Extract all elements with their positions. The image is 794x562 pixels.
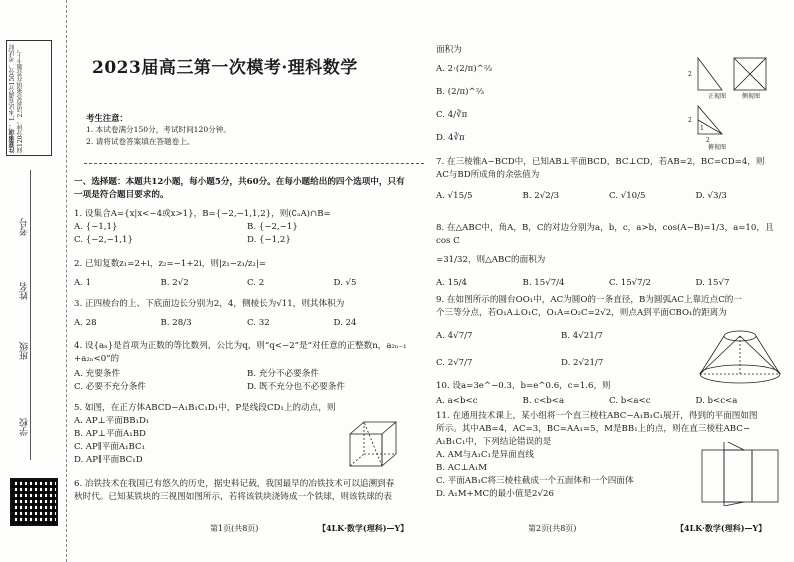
q1-stem: 1. 设集合A={x|x<−4或x>1}，B={−2,−1,1,2}，则(∁ₐA)∩B= [74, 209, 331, 219]
front-caption: 正视图 [708, 93, 727, 100]
q1-option-d: D. {−1,2} [247, 235, 291, 245]
q9-option-a: A. 4√7/7 [436, 331, 473, 341]
section-1-intro-line-2: 一项是符合题目要求的。 [74, 190, 169, 200]
top-caption: 俯视图 [708, 144, 727, 150]
q1-option-a: A. {−1,1} [74, 222, 118, 232]
q4-stem-2: +a₂ₙ<0”的 [74, 354, 120, 364]
side-notes-box [6, 40, 52, 156]
q9-option-d: D. 2√21/7 [561, 358, 604, 368]
fill-line [30, 170, 31, 460]
q8-stem-1: 8. 在△ABC中，角A，B，C的对边分别为a，b，c，a>b，cos(A−B)=1/3，a=10，且cos C [436, 223, 774, 246]
question-7 [436, 156, 782, 203]
right-page-number: 第2页(共8页) [528, 524, 577, 533]
q6-option-d: D. 4∛π [436, 133, 465, 143]
right-page-code: 【4LK·数学(理科)—Y】 [676, 523, 767, 533]
q3-option-b: B. 28/3 [160, 318, 192, 328]
q8-option-c: C. 15√7/2 [609, 278, 651, 288]
section-1-intro [74, 176, 420, 202]
side-caption: 侧视图 [742, 93, 761, 100]
q4-option-b: B. 充分不必要条件 [247, 369, 319, 379]
q3-option-a: A. 28 [74, 318, 97, 328]
q3-option-d: D. 24 [333, 318, 357, 328]
q5-option-a: A. AP⊥平面BB₁D₁ [74, 416, 150, 426]
q8-stem-2: =31/32，则△ABC的面积为 [436, 255, 546, 265]
q11-option-c: C. 平面AB₁C将三棱柱截成一个五面体和一个四面体 [436, 476, 634, 486]
q5-stem: 5. 如图，在正方体ABCD−A₁B₁C₁D₁中，P是线段CD₁上的动点，则 [74, 403, 336, 413]
q1-option-b: B. {−2,−1} [247, 222, 298, 232]
q5-option-b: B. AP⊥平面A₁BD [74, 429, 146, 439]
q4-stem-1: 4. 设{aₙ}是首项为正数的等比数列，公比为q，则“q<−2”是“对任意的正整数n，a₂ₙ₋₁ [74, 341, 407, 351]
q6-option-b: B. (2/π)^⅔ [436, 87, 485, 97]
q6-stem-2: 秋时代。已知某铁块的三视图如图所示，若将该铁块浇铸成一个铁球，则该铁球的表 [74, 492, 392, 502]
q10-option-c: C. b<a<c [609, 396, 651, 406]
q7-stem-2: AC与BD所成角的余弦值为 [436, 170, 540, 180]
q6-option-c: C. 4/∛π [436, 110, 468, 120]
exam-notes [86, 112, 416, 148]
q4-option-a: A. 充要条件 [74, 369, 121, 379]
q8-option-b: B. 15√7/4 [522, 278, 565, 288]
q7-option-b: B. 2√2/3 [522, 191, 560, 201]
question-2 [74, 258, 420, 290]
top-width-label: 2 [706, 137, 710, 144]
side-note-text: 1.本试卷满分150分，考试时间120分钟。2.请将答案填在答题卡上。 [9, 43, 24, 153]
q7-option-c: C. √10/5 [609, 191, 646, 201]
q10-option-b: B. c<b<a [522, 396, 565, 406]
q7-option-d: D. √3/3 [695, 191, 727, 201]
q6-continued-stem: 面积为 [436, 45, 462, 55]
question-3 [74, 298, 420, 330]
qr-code [10, 478, 58, 526]
side-note-title: 注意事项： [9, 123, 16, 153]
q10-stem: 10. 设a=3e^−0.3，b=e^0.6，c=1.6，则 [436, 381, 611, 391]
name-label: 姓名 [20, 282, 30, 300]
q1-option-c: C. {−2,−1,1} [74, 235, 133, 245]
q2-stem: 2. 已知复数z₁=2+i，z₂=−1+2i，则|z₁−z₁/z₂|= [74, 259, 266, 269]
q2-option-c: C. 2 [247, 278, 265, 288]
q11-stem-2: 所示。其中AB=4，AC=3，BC=AA₁=5，M是BB₁上的点，则在直三棱柱ABC− [436, 424, 751, 434]
q11-stem-3: A₁B₁C₁中，下列结论错误的是 [436, 437, 552, 447]
question-6 [74, 478, 420, 504]
q11-option-b: B. AC⊥A₁M [436, 463, 488, 473]
right-page [432, 0, 792, 562]
left-page [70, 0, 425, 562]
q9-option-c: C. 2√7/7 [436, 358, 473, 368]
q11-option-a: A. AM与A₁C₁是异面直线 [436, 450, 534, 460]
binding-sidebar [0, 0, 67, 562]
q9-option-b: B. 4√21/7 [561, 331, 604, 341]
frustum-figure [694, 326, 786, 386]
q2-option-d: D. √5 [333, 278, 357, 288]
notes-divider [84, 163, 424, 164]
q2-option-a: A. 1 [74, 278, 92, 288]
top-height-label: 2 [688, 117, 692, 124]
school-label: 学校 [20, 418, 30, 436]
front-view-shape [698, 58, 722, 90]
page-title: 2023届高三第一次模考·理科数学 [92, 58, 358, 78]
notes-line-1: 1. 本试卷满分150分，考试时间120分钟。 [86, 125, 231, 134]
q7-option-a: A. √15/5 [436, 191, 473, 201]
left-page-code: 【4LK·数学(理科)—Y】 [318, 523, 409, 533]
question-10 [436, 380, 782, 408]
q4-option-c: C. 必要不充分条件 [74, 382, 146, 392]
q6-option-a: A. 2·(2/π)^⅔ [436, 64, 493, 74]
q6-stem-1: 6. 冶铁技术在我国已有悠久的历史，据史料记载，我国最早的冶铁技术可以追溯到春 [74, 479, 395, 489]
cube-figure [342, 418, 404, 474]
q10-option-d: D. b<c<a [695, 396, 738, 406]
q5-option-c: C. AP∥平面A₁BC₁ [74, 442, 146, 452]
question-8 [436, 222, 782, 290]
q7-stem-1: 7. 在三棱锥A−BCD中，已知AB⊥平面BCD，BC⊥CD，若AB=2，BC=CD=4，则 [436, 157, 765, 167]
q11-stem-1: 11. 在通用技术课上，某小组将一个直三棱柱ABC−A₁B₁C₁展开，得到的平面图如图 [436, 411, 758, 421]
left-page-number: 第1页(共8页) [210, 524, 259, 533]
three-view-figure [686, 54, 786, 150]
q5-option-d: D. AP∥平面BC₁D [74, 455, 143, 465]
prism-net-figure [694, 442, 786, 506]
q11-option-d: D. A₁M+MC的最小值是2√26 [436, 489, 554, 499]
q3-option-c: C. 32 [247, 318, 270, 328]
q2-option-b: B. 2√2 [160, 278, 189, 288]
q9-stem-1: 9. 在如图所示的圆台OO₁中，AC为圆O的一条直径，B为圆弧AC上靠近点C的一 [436, 295, 742, 305]
q4-option-d: D. 既不充分也不必要条件 [247, 382, 345, 392]
class-label: 班级 [20, 342, 30, 360]
q9-stem-2: 个三等分点，若O₁A⊥O₁C，O₁A=O₂C=2√2，则点A到平面CBO₁的距离为 [436, 308, 727, 318]
q8-option-d: D. 15√7 [695, 278, 730, 288]
exam-no-label: 考号 [20, 218, 30, 236]
q3-stem: 3. 正四棱台的上、下底面边长分别为2，4，侧棱长为√11，则其体积为 [74, 299, 345, 309]
front-height-label: 2 [688, 71, 692, 78]
question-4 [74, 340, 420, 394]
notes-heading: 考生注意： [86, 113, 128, 123]
top-inner-label: 1 [700, 125, 704, 132]
question-1 [74, 208, 420, 247]
section-1-intro-line-1: 一、选择题：本题共12小题，每小题5分，共60分。在每小题给出的四个选项中，只有 [74, 177, 405, 187]
q8-option-a: A. 15/4 [436, 278, 467, 288]
notes-line-2: 2. 请将试卷答案填在答题卷上。 [86, 137, 195, 146]
q10-option-a: A. a<b<c [436, 396, 478, 406]
